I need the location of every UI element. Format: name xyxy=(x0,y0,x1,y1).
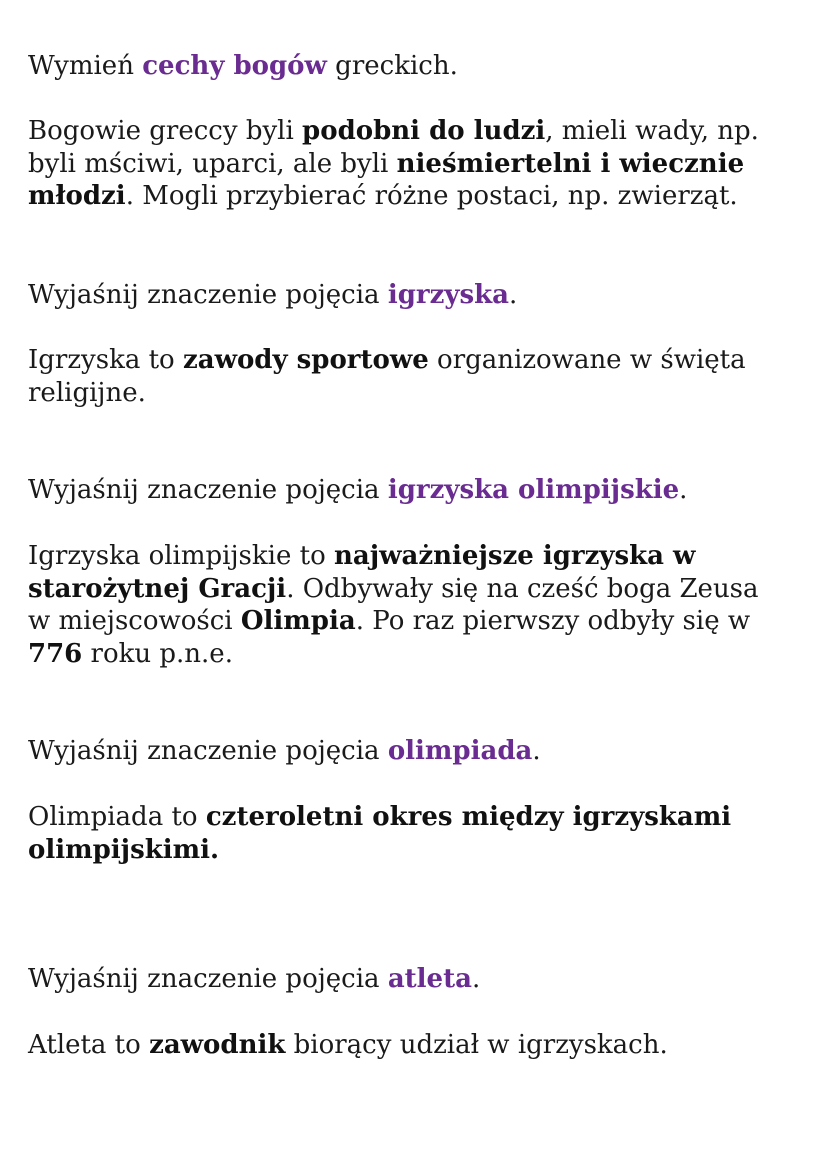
question-games xyxy=(28,279,517,312)
answer-line xyxy=(28,540,759,573)
answer-text: w miejscowości xyxy=(28,606,241,636)
question-prefix: Wyjaśnij znaczenie pojęcia xyxy=(28,964,388,994)
question-prefix: Wyjaśnij znaczenie pojęcia xyxy=(28,736,388,766)
question-prefix: Wyjaśnij znaczenie pojęcia xyxy=(28,280,388,310)
question-suffix: . xyxy=(471,964,481,994)
question-line xyxy=(28,474,687,507)
question-gods-traits xyxy=(28,50,458,83)
question-athlete xyxy=(28,963,480,996)
answer-text: Bogowie greccy byli xyxy=(28,116,303,146)
answer-bold: zawodnik xyxy=(149,1030,286,1060)
question-prefix: Wyjaśnij znaczenie pojęcia xyxy=(28,475,388,505)
answer-line xyxy=(28,115,759,148)
question-suffix: . xyxy=(532,736,541,766)
answer-bold: nieśmiertelni i wiecznie xyxy=(396,148,745,179)
answer-text: Igrzyska to xyxy=(28,345,183,375)
answer-line xyxy=(28,573,759,606)
question-suffix: greckich. xyxy=(326,51,458,81)
answer-text: Igrzyska olimpijskie to xyxy=(28,541,334,571)
answer-text: . Po raz pierwszy odbyły się w xyxy=(355,606,751,636)
question-line xyxy=(28,735,541,768)
answer-olympic-games xyxy=(28,540,759,670)
answer-bold: najważniejsze igrzyska w xyxy=(333,541,696,571)
answer-bold: podobni do ludzi xyxy=(302,116,546,146)
answer-text: , mieli wady, np. xyxy=(545,116,759,146)
question-line xyxy=(28,963,480,996)
answer-text: Atleta to xyxy=(28,1030,150,1060)
question-line xyxy=(28,50,458,83)
question-olympic-games xyxy=(28,474,687,507)
answer-bold: starożytnej Gracji xyxy=(28,573,287,604)
answer-text: organizowane w święta xyxy=(428,345,746,375)
answer-games xyxy=(28,344,746,409)
answer-line xyxy=(28,605,759,638)
question-suffix: . xyxy=(508,280,518,310)
answer-bold: czteroletni okres między igrzyskami xyxy=(205,802,732,832)
answer-bold: zawody sportowe xyxy=(182,345,429,375)
answer-bold: młodzi xyxy=(28,181,126,211)
highlighted-term: atleta xyxy=(387,964,472,994)
highlighted-term: igrzyska xyxy=(387,280,509,310)
answer-text: roku p.n.e. xyxy=(82,638,233,669)
highlighted-term: cechy bogów xyxy=(142,51,327,81)
answer-gods-traits xyxy=(28,115,759,213)
answer-line: religijne. xyxy=(28,377,146,408)
question-line xyxy=(28,279,517,312)
answer-line xyxy=(28,344,746,377)
answer-text: byli mściwi, uparci, ale byli xyxy=(28,148,397,179)
answer-line xyxy=(28,801,731,834)
question-prefix: Wymień xyxy=(28,51,143,81)
answer-line xyxy=(28,148,759,181)
question-suffix: . xyxy=(679,475,688,505)
highlighted-term: igrzyska olimpijskie xyxy=(387,475,680,505)
answer-olympiad xyxy=(28,801,731,866)
answer-bold: olimpijskimi. xyxy=(28,834,220,865)
answer-line xyxy=(28,1029,668,1062)
answer-line xyxy=(28,638,759,671)
answer-line xyxy=(28,180,759,213)
answer-athlete xyxy=(28,1029,668,1062)
answer-bold: Olimpia xyxy=(240,606,356,636)
answer-text: . Mogli przybierać różne postaci, np. zwierząt. xyxy=(125,181,738,211)
answer-bold: 776 xyxy=(28,638,83,669)
answer-text: biorący udział w igrzyskach. xyxy=(285,1030,668,1060)
answer-text: . Odbywały się na cześć boga Zeusa xyxy=(286,573,759,604)
question-olympiad xyxy=(28,735,541,768)
answer-text: Olimpiada to xyxy=(28,802,206,832)
answer-line xyxy=(28,834,731,867)
highlighted-term: olimpiada xyxy=(387,736,533,766)
